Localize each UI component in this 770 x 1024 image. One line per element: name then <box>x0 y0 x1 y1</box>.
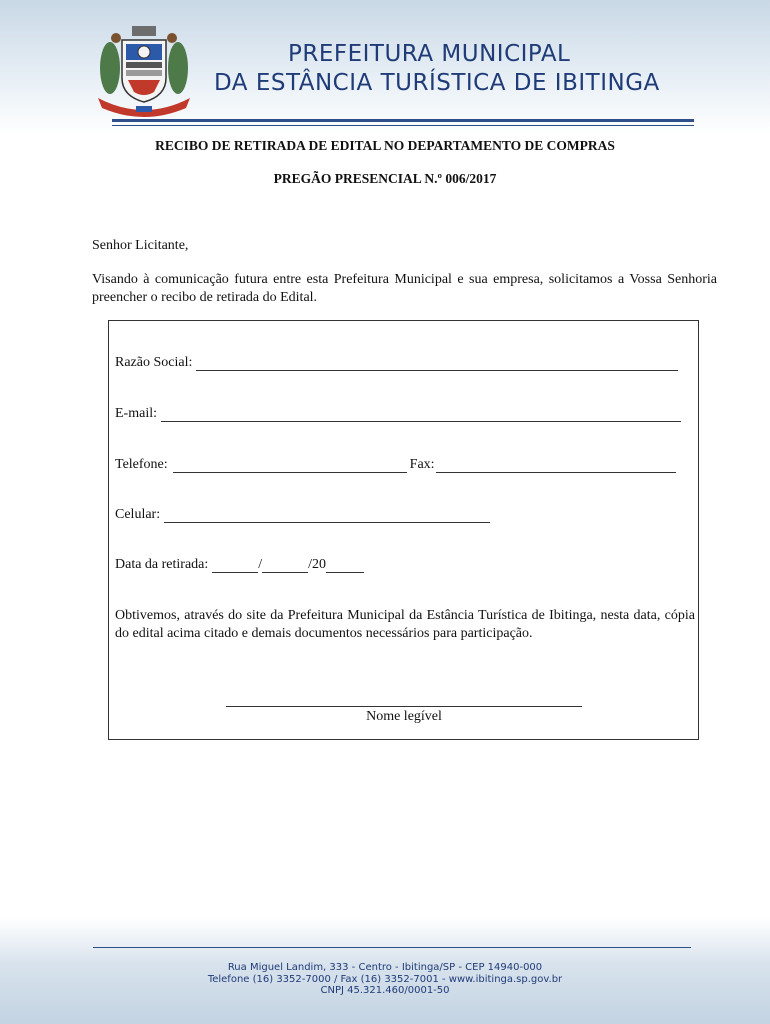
statement-paragraph: Obtivemos, através do site da Prefeitura Municipal da Estância Turística de Ibitinga, nesta data, cópia do edital acima citado e demais documentos necessários para participação. <box>115 608 695 641</box>
letterhead <box>0 0 770 135</box>
email-field[interactable] <box>161 407 681 422</box>
telefone-row <box>115 457 676 473</box>
date-month-field[interactable] <box>262 558 308 573</box>
footer-cnpj: CNPJ 45.321.460/0001-50 <box>320 985 450 996</box>
fax-label: Fax: <box>409 457 435 472</box>
footer-address: Rua Miguel Landim, 333 - Centro - Ibitinga/SP - CEP 14940-000 <box>227 962 543 973</box>
coat-of-arms-icon <box>94 26 194 118</box>
document-title: RECIBO DE RETIRADA DE EDITAL NO DEPARTAMENTO DE COMPRAS <box>155 138 615 153</box>
document-subtitle: PREGÃO PRESENCIAL N.º 006/2017 <box>273 171 497 186</box>
header-rule <box>112 119 694 122</box>
date-year-field[interactable] <box>326 558 364 573</box>
org-title-line1: PREFEITURA MUNICIPAL <box>288 41 571 67</box>
email-row <box>115 406 681 422</box>
signature-line[interactable] <box>226 706 582 707</box>
footer-rule <box>93 947 691 948</box>
header-rule-thin <box>112 125 694 126</box>
razao-social-row <box>115 355 678 371</box>
greeting: Senhor Licitante, <box>92 238 189 253</box>
date-day-field[interactable] <box>212 558 258 573</box>
intro-paragraph: Visando à comunicação futura entre esta Prefeitura Municipal e sua empresa, solicitamos a Vossa Senhoria preencher o recibo de retirada do Edital. <box>92 272 717 305</box>
fax-field[interactable] <box>436 458 676 473</box>
footer-text <box>0 962 770 997</box>
footer-contact: Telefone (16) 3352-7000 / Fax (16) 3352-7001 - www.ibitinga.sp.gov.br <box>207 973 563 985</box>
org-title <box>214 40 734 98</box>
date-separator: / <box>258 557 263 572</box>
celular-label: Celular: <box>115 507 161 522</box>
telefone-field[interactable] <box>173 458 407 473</box>
data-retirada-label: Data da retirada: <box>115 557 209 572</box>
signature-label: Nome legível <box>366 709 442 724</box>
celular-row <box>115 507 490 523</box>
celular-field[interactable] <box>164 508 490 523</box>
telefone-label: Telefone: <box>115 457 168 472</box>
email-label: E-mail: <box>115 406 157 421</box>
razao-social-field[interactable] <box>196 356 678 371</box>
date-year-prefix: /20 <box>308 557 327 572</box>
org-title-line2: DA ESTÂNCIA TURÍSTICA DE IBITINGA <box>214 70 660 96</box>
data-retirada-row <box>115 557 364 573</box>
receipt-form <box>108 320 699 740</box>
razao-social-label: Razão Social: <box>115 355 193 370</box>
